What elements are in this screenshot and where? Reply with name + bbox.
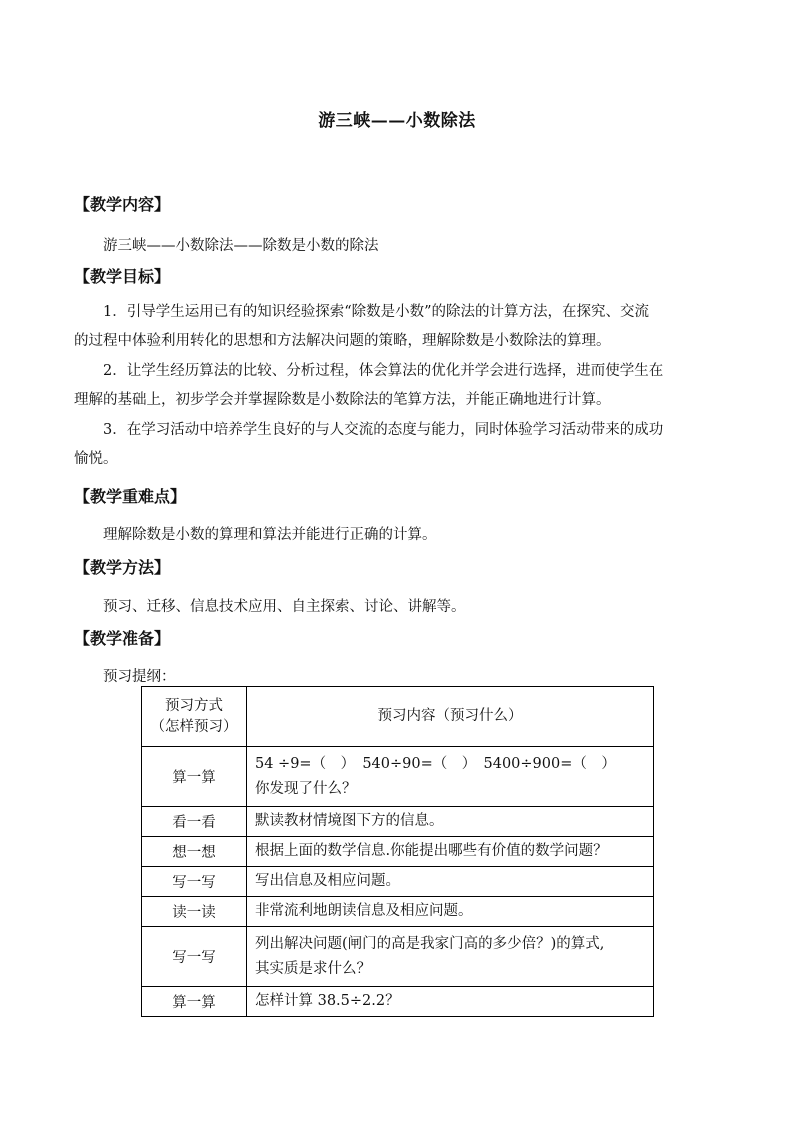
header-method-line1: 预习方式 — [165, 697, 223, 714]
row-content-cell: 怎样计算 38.5÷2.2？ — [247, 987, 654, 1017]
preview-outline-table — [141, 686, 654, 1017]
content-text: 游三峡——小数除法——除数是小数的除法 — [103, 238, 379, 254]
section-heading-methods: 【教学方法】 — [74, 558, 171, 577]
row-method-cell: 写一写 — [142, 927, 247, 987]
header-method-line2: （怎样预习） — [150, 718, 238, 735]
goal-item-2 — [74, 357, 724, 415]
goal-item-2-line1: 2．让学生经历算法的比较、分析过程，体会算法的优化并学会进行选择，进而使学生在 — [103, 363, 664, 379]
header-content-cell: 预习内容（预习什么） — [247, 687, 654, 747]
row-method-cell: 写一写 — [142, 867, 247, 897]
goal-item-3-line2: 愉悦。 — [74, 451, 118, 467]
goal-item-1-line2: 的过程中体验利用转化的思想和方法解决问题的策略，理解除数是小数除法的算理。 — [74, 333, 611, 349]
keypoints-text: 理解除数是小数的算理和算法并能进行正确的计算。 — [103, 527, 437, 543]
methods-text: 预习、迁移、信息技术应用、自主探索、讨论、讲解等。 — [103, 599, 466, 615]
header-method-cell — [142, 687, 247, 747]
row-method-cell: 看一看 — [142, 807, 247, 837]
row-content-cell: 非常流利地朗读信息及相应问题。 — [247, 897, 654, 927]
section-heading-goals: 【教学目标】 — [74, 267, 171, 286]
row-method-cell: 想一想 — [142, 837, 247, 867]
section-heading-preparation: 【教学准备】 — [74, 629, 171, 648]
row-content-line1: 54 ÷9=（ ） 540÷90=（ ） 5400÷900=（ ） — [255, 755, 616, 772]
table-row — [142, 927, 654, 987]
table-row — [142, 807, 654, 837]
row-method-cell: 算一算 — [142, 987, 247, 1017]
goal-item-1-line1: 1．引导学生运用已有的知识经验探索“除数是小数”的除法的计算方法，在探究、交流 — [103, 304, 650, 320]
row-content-cell: 根据上面的数学信息.你能提出哪些有价值的数学问题？ — [247, 837, 654, 867]
outline-label: 预习提纲： — [103, 669, 176, 685]
row-method-cell: 读一读 — [142, 897, 247, 927]
row-method-cell: 算一算 — [142, 747, 247, 807]
table-header-row — [142, 687, 654, 747]
table-row — [142, 897, 654, 927]
row-content-cell: 写出信息及相应问题。 — [247, 867, 654, 897]
table-row — [142, 867, 654, 897]
row-content-line2: 其实质是求什么？ — [255, 960, 371, 977]
goal-item-1 — [74, 298, 724, 356]
row-content-cell: 默读教材情境图下方的信息。 — [247, 807, 654, 837]
table-row — [142, 987, 654, 1017]
section-heading-keypoints: 【教学重难点】 — [74, 487, 187, 506]
table-row — [142, 747, 654, 807]
row-content-cell — [247, 747, 654, 807]
goal-item-3 — [74, 416, 724, 474]
table-row — [142, 837, 654, 867]
goal-item-3-line1: 3．在学习活动中培养学生良好的与人交流的态度与能力，同时体验学习活动带来的成功 — [103, 422, 664, 438]
row-content-line2: 你发现了什么？ — [255, 780, 357, 797]
row-content-line1: 列出解决问题(闸门的高是我家门高的多少倍？)的算式, — [255, 935, 605, 952]
goal-item-2-line2: 理解的基础上，初步学会并掌握除数是小数除法的笔算方法，并能正确地进行计算。 — [74, 392, 611, 408]
row-content-cell — [247, 927, 654, 987]
section-heading-content: 【教学内容】 — [74, 195, 171, 214]
document-title: 游三峡——小数除法 — [318, 111, 476, 131]
